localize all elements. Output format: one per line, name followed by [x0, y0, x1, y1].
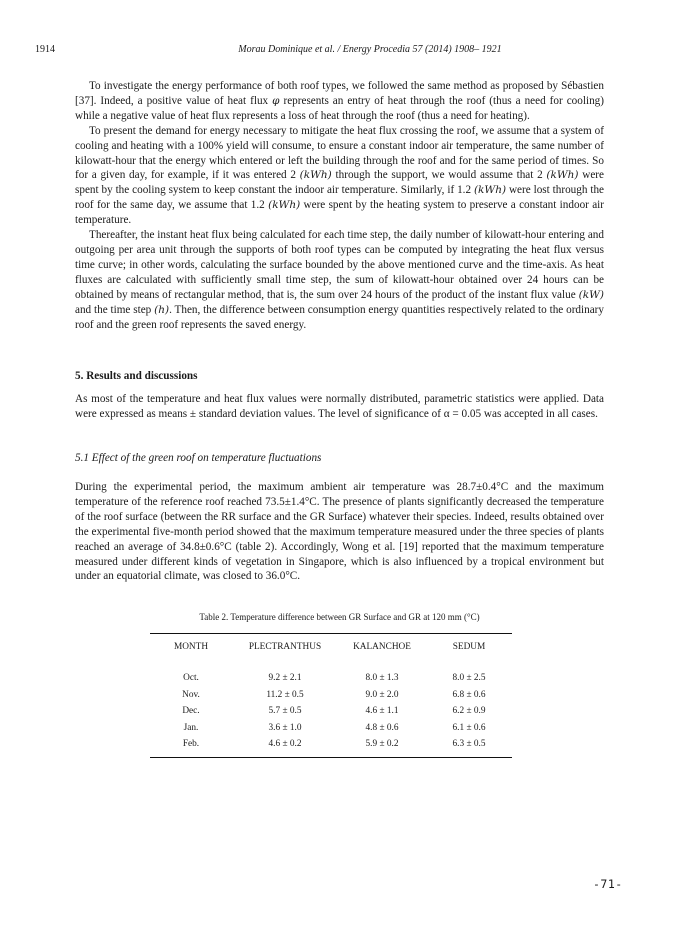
- table-header-row: [150, 634, 512, 661]
- col-header-month: MONTH: [173, 642, 209, 652]
- cell-kalanchoe: 8.0 ± 1.3: [365, 673, 399, 684]
- paragraph-energy-demand: To present the demand for energy necessary to mitigate the heat flux crossing the roof, we assume that a system of cooling and heating with a 100% yield will consume, to ensure a constant indoor air temperature, the same number of kilowatt-hour that the energy which entered or left the building through the roof and for the same period of times. So for a given day, for example, if it was entered 2 (kWh) through the support, we would assume that 2 (kWh) were spent by the cooling system to keep constant the indoor air temperature. Similarly, if 1.2 (kWh) were lost through the roof for the same day, we assume that 1.2 (kWh) were spent by the heating system to preserve a constant indoor air temperature.: [75, 124, 604, 227]
- cell-sedum: 8.0 ± 2.5: [452, 673, 486, 684]
- table-row: [150, 720, 512, 737]
- table-2-caption: Table 2. Temperature difference between GR Surface and GR at 120 mm (°C): [199, 612, 480, 622]
- cell-month: Feb.: [182, 739, 200, 750]
- cell-month: Oct.: [183, 673, 199, 684]
- cell-sedum: 6.1 ± 0.6: [452, 722, 486, 733]
- cell-sedum: 6.2 ± 0.9: [452, 706, 486, 717]
- cell-plectranthus: 5.7 ± 0.5: [268, 706, 302, 717]
- running-header: [0, 44, 681, 58]
- cell-plectranthus: 3.6 ± 1.0: [268, 722, 302, 733]
- section-5-paragraph: As most of the temperature and heat flux values were normally distributed, parametric statistics were applied. Data were expressed as means ± standard deviation values. The level of significance of α = 0.05 was accepted in all cases.: [75, 393, 604, 420]
- section-5-1-paragraph: During the experimental period, the maximum ambient air temperature was 28.7±0.4°C and the maximum temperature of the reference roof reached 73.5±1.4°C. The presence of plants significantly decreased the temperature of the roof surface (between the RR surface and the GR Surface) whatever their species. Indeed, results obtained over the experimental five-month period showed that the maximum temperature measured under the three species of plants reached an average of 34.8±0.6°C (table 2). Accordingly, Wong et al. [19] reported that the maximum temperature measured under different kinds of vegetation in Singapore, which is also influenced by a tropical environment but under an equatorial climate, was closed to 36.0°C.: [75, 481, 604, 583]
- journal-reference: Morau Dominique et al. / Energy Procedia 57 (2014) 1908– 1921: [238, 44, 502, 55]
- cell-kalanchoe: 4.6 ± 1.1: [365, 706, 399, 717]
- cell-kalanchoe: 9.0 ± 2.0: [365, 689, 399, 700]
- cell-sedum: 6.3 ± 0.5: [452, 739, 486, 750]
- cell-kalanchoe: 5.9 ± 0.2: [365, 739, 399, 750]
- cell-month: Jan.: [183, 722, 199, 733]
- table-row: [150, 736, 512, 757]
- cell-sedum: 6.8 ± 0.6: [452, 689, 486, 700]
- cell-plectranthus: 4.6 ± 0.2: [268, 739, 302, 750]
- cell-month: Dec.: [182, 706, 200, 717]
- footer-page-label: -71-: [593, 877, 623, 891]
- table-row: [150, 687, 512, 704]
- section-5-heading: 5. Results and discussions: [75, 370, 198, 382]
- table-row: [150, 670, 512, 687]
- table-row: [150, 703, 512, 720]
- page-number: 1914: [35, 44, 55, 55]
- table-2: [150, 633, 512, 758]
- col-header-kalanchoe: KALANCHOE: [353, 642, 411, 652]
- paragraph-heat-flux-method: To investigate the energy performance of both roof types, we followed the same method as proposed by Sébastien [37]. Indeed, a positive value of heat flux φ represents an entry of heat through the roof (thus a need for cooling) while a negative value of heat flux represents a loss of heat through the roof (thus a need for heating).: [75, 80, 604, 122]
- cell-month: Nov.: [182, 689, 200, 700]
- col-header-plectranthus: PLECTRANTHUS: [248, 642, 322, 652]
- col-header-sedum: SEDUM: [452, 642, 486, 652]
- cell-plectranthus: 9.2 ± 2.1: [268, 673, 302, 684]
- section-5-1-heading: 5.1 Effect of the green roof on temperature fluctuations: [75, 452, 322, 464]
- cell-kalanchoe: 4.8 ± 0.6: [365, 722, 399, 733]
- intro-paragraphs: [75, 79, 604, 332]
- cell-plectranthus: 11.2 ± 0.5: [266, 689, 304, 700]
- paragraph-integration: Thereafter, the instant heat flux being calculated for each time step, the daily number of kilowatt-hour entering and outgoing per area unit through the supports of both roof types can be computed by integrating the heat flux versus time curve; in other words, calculating the surface bounded by the above mentioned curve and the time-axis. As heat fluxes are calculated with sufficiently small time step, the sum of kilowatt-hour obtained over 24 hours can be obtained by means of rectangular method, that is, the sum over 24 hours of the product of the instant flux value (kW) and the time step (h). Then, the difference between consumption energy quantities respectively related to the ordinary roof and the green roof represents the saved energy.: [75, 229, 604, 331]
